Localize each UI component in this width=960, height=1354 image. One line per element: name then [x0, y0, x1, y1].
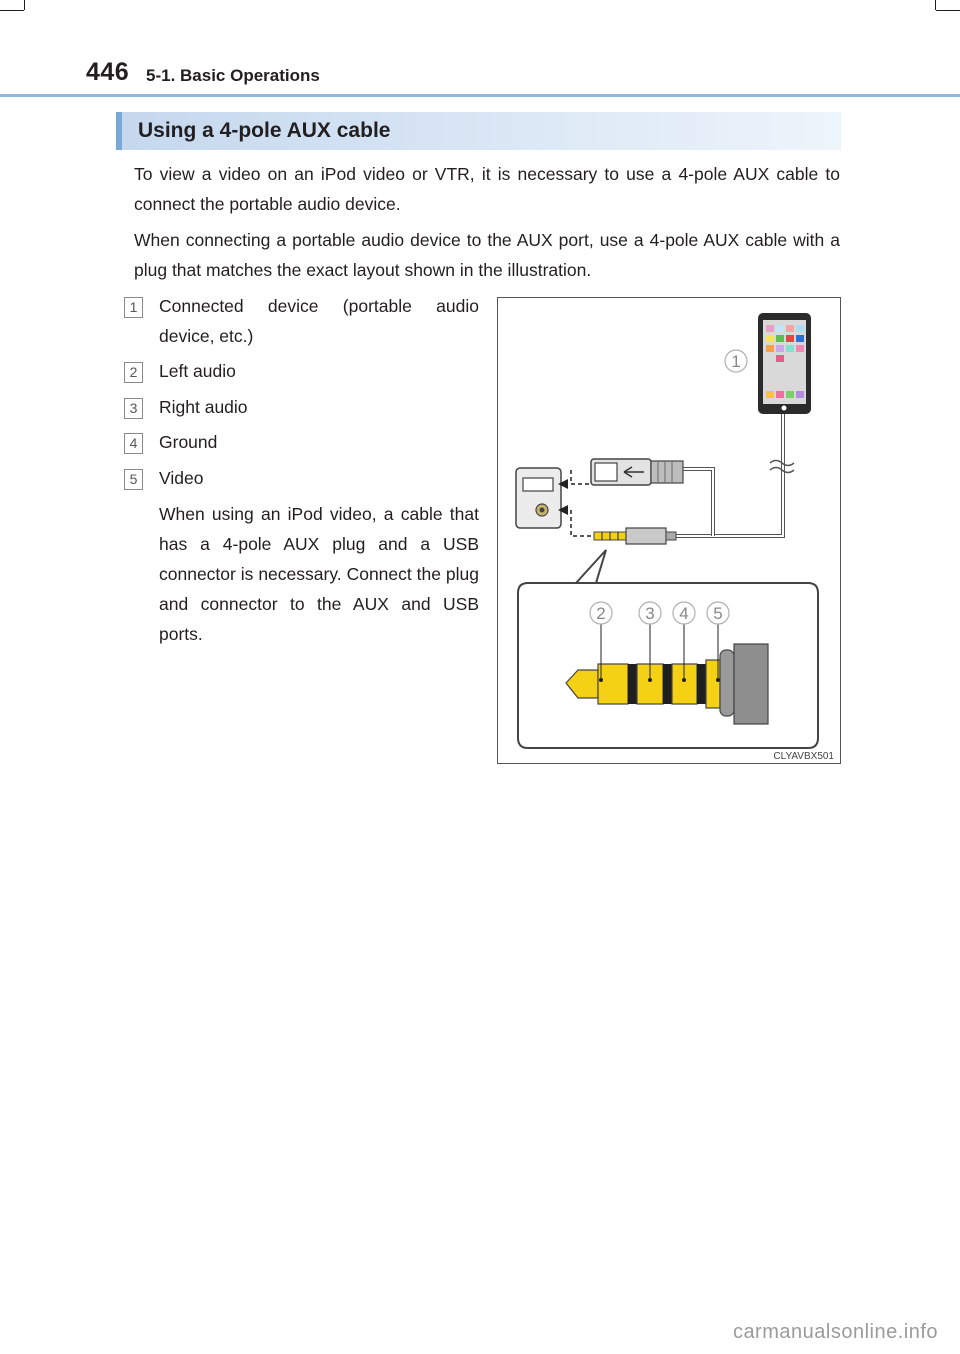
- figure-callout-1: 1: [731, 352, 741, 371]
- item-text: Left audio: [159, 361, 236, 381]
- page-number: 446: [86, 58, 130, 86]
- header-rule: [0, 94, 960, 97]
- item-text: Connected device (portable audio device, etc.): [159, 296, 479, 346]
- aux-usb-port-panel: [516, 468, 561, 528]
- item-text: Right audio: [159, 397, 248, 417]
- crop-mark-top-left: [24, 0, 25, 10]
- figure-image-code: CLYAVBX501: [773, 751, 834, 762]
- aux-plug-small-icon: [594, 528, 676, 544]
- footer-watermark: carmanualsonline.info: [732, 1321, 938, 1343]
- item-marker: 3: [124, 398, 143, 419]
- figure-callout-5: 5: [713, 604, 723, 623]
- item-text: Ground: [159, 432, 218, 452]
- section-title: Using a 4-pole AUX cable: [138, 119, 391, 142]
- item-marker: 1: [124, 297, 143, 318]
- intro-paragraph: When connecting a portable audio device to the AUX port, use a 4-pole AUX cable with a plug that matches the exact layout shown in the illustration.: [134, 230, 840, 280]
- figure-callout-3: 3: [645, 604, 655, 623]
- item-marker: 4: [124, 433, 143, 454]
- section-heading-bar: [116, 112, 841, 150]
- crop-mark-top-right: [936, 10, 960, 11]
- item-marker: 2: [124, 362, 143, 383]
- video-note: When using an iPod video, a cable that has a 4-pole AUX plug and a USB connector is necessary. Connect the plug and connector to the AUX and USB ports.: [159, 504, 479, 644]
- item-text: Video: [159, 468, 204, 488]
- crop-mark-top-left: [0, 10, 24, 11]
- figure-callout-2: 2: [596, 604, 606, 623]
- intro-paragraph: To view a video on an iPod video or VTR, it is necessary to use a 4-pole AUX cable to connect the portable audio device.: [134, 164, 840, 214]
- section-path: 5-1. Basic Operations: [146, 66, 320, 85]
- usb-connector-icon: [591, 459, 683, 485]
- aux-cable-illustration: [497, 297, 841, 764]
- item-marker: 5: [124, 469, 143, 490]
- aux-plug-large-icon: [566, 644, 768, 724]
- cable-diagram: [498, 298, 842, 765]
- figure-callout-4: 4: [679, 604, 689, 623]
- portable-device-icon: [758, 313, 811, 414]
- crop-mark-top-right: [935, 0, 936, 10]
